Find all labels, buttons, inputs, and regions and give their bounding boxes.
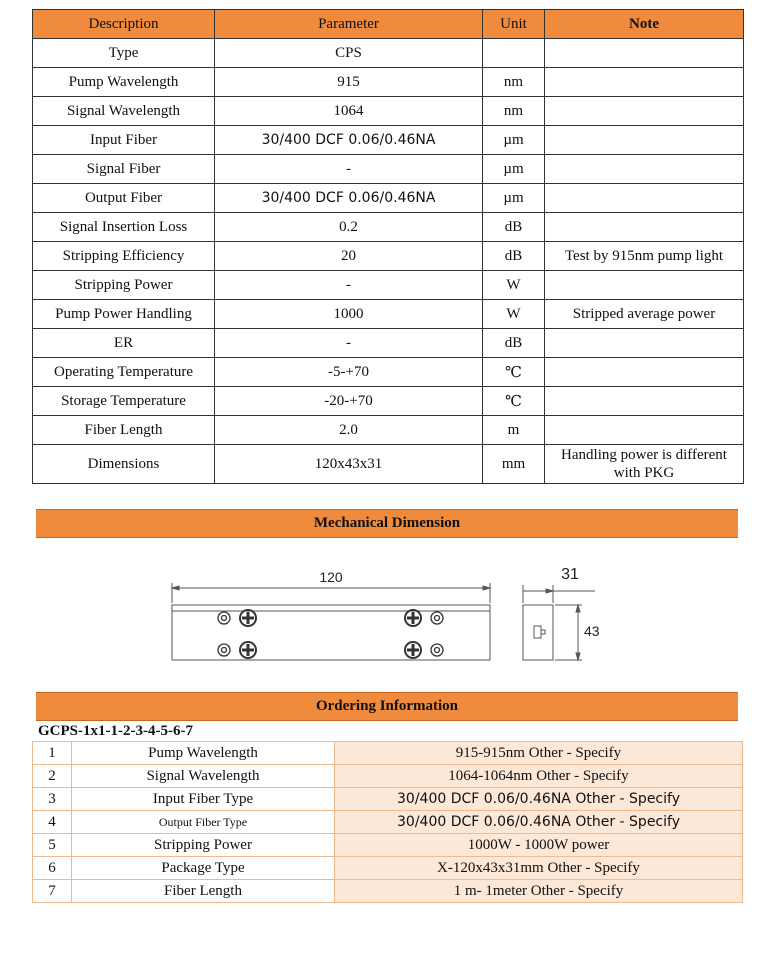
row-unit: ℃ [483,387,545,416]
row-desc: Stripping Efficiency [33,242,215,271]
table-row [33,329,744,358]
row-unit: m [483,416,545,445]
row-note [545,271,744,300]
row-desc: Fiber Length [33,416,215,445]
order-num: 4 [33,811,72,834]
row-note [545,155,744,184]
order-name: Fiber Length [72,880,335,903]
row-unit: nm [483,68,545,97]
row-unit [483,39,545,68]
row-desc: Signal Insertion Loss [33,213,215,242]
row-note [545,358,744,387]
row-param: - [215,155,483,184]
order-num: 6 [33,857,72,880]
order-options: 1 m- 1meter Other - Specify [335,880,743,903]
spec-table [32,9,744,484]
row-note [545,97,744,126]
order-name: Output Fiber Type [72,811,335,834]
row-unit: mm [483,445,545,484]
row-note [545,184,744,213]
ordering-information-title: Ordering Information [36,692,738,721]
ordering-code: GCPS-1x1-1-2-3-4-5-6-7 [38,723,193,739]
row-desc: Pump Power Handling [33,300,215,329]
table-row [33,155,744,184]
row-unit: ℃ [483,358,545,387]
row-desc: Input Fiber [33,126,215,155]
row-param: 1000 [215,300,483,329]
order-num: 1 [33,742,72,765]
table-row [33,445,744,484]
row-desc: Signal Fiber [33,155,215,184]
order-num: 7 [33,880,72,903]
order-num: 5 [33,834,72,857]
row-param: -5-+70 [215,358,483,387]
row-note: Stripped average power [545,300,744,329]
order-name: Package Type [72,857,335,880]
row-desc: Storage Temperature [33,387,215,416]
table-row [33,811,743,834]
table-row [33,880,743,903]
table-row [33,126,744,155]
row-desc: Pump Wavelength [33,68,215,97]
header-parameter: Parameter [215,10,483,39]
row-note [545,126,744,155]
order-num: 2 [33,765,72,788]
row-note [545,416,744,445]
order-options: 30/400 DCF 0.06/0.46NA Other - Specify [335,811,743,834]
row-param: 2.0 [215,416,483,445]
row-note: Handling power is different with PKG [545,445,744,484]
screw-icon [218,610,443,658]
row-note [545,68,744,97]
row-param: 915 [215,68,483,97]
height-label: 43 [584,623,600,639]
table-row [33,834,743,857]
row-unit: W [483,271,545,300]
order-name: Pump Wavelength [72,742,335,765]
order-options: 30/400 DCF 0.06/0.46NA Other - Specify [335,788,743,811]
row-desc: ER [33,329,215,358]
row-param: - [215,329,483,358]
table-row [33,213,744,242]
table-row [33,788,743,811]
row-param: 30/400 DCF 0.06/0.46NA [215,184,483,213]
row-unit: dB [483,329,545,358]
row-unit: nm [483,97,545,126]
row-desc: Signal Wavelength [33,97,215,126]
table-row [33,742,743,765]
length-label: 120 [319,569,343,585]
order-options: X-120x43x31mm Other - Specify [335,857,743,880]
row-desc: Dimensions [33,445,215,484]
ordering-table [32,741,743,903]
row-note [545,213,744,242]
order-num: 3 [33,788,72,811]
row-param: 1064 [215,97,483,126]
row-param: - [215,271,483,300]
row-note [545,329,744,358]
header-unit: Unit [483,10,545,39]
order-name: Signal Wavelength [72,765,335,788]
header-note: Note [545,10,744,39]
row-param: 120x43x31 [215,445,483,484]
row-param: CPS [215,39,483,68]
row-param: 30/400 DCF 0.06/0.46NA [215,126,483,155]
table-row [33,416,744,445]
width-label: 31 [561,566,579,583]
mechanical-dimension-title: Mechanical Dimension [36,509,738,538]
row-note [545,387,744,416]
order-options: 915-915nm Other - Specify [335,742,743,765]
row-unit: W [483,300,545,329]
row-note [545,39,744,68]
table-row [33,271,744,300]
row-unit: µm [483,126,545,155]
row-desc: Stripping Power [33,271,215,300]
table-row [33,68,744,97]
row-param: 20 [215,242,483,271]
table-row [33,857,743,880]
order-options: 1000W - 1000W power [335,834,743,857]
table-row [33,387,744,416]
order-options: 1064-1064nm Other - Specify [335,765,743,788]
table-row [33,184,744,213]
table-row [33,97,744,126]
order-name: Input Fiber Type [72,788,335,811]
row-param: 0.2 [215,213,483,242]
table-row [33,300,744,329]
header-description: Description [33,10,215,39]
row-desc: Output Fiber [33,184,215,213]
order-name: Stripping Power [72,834,335,857]
table-row [33,358,744,387]
table-row [33,39,744,68]
row-unit: µm [483,155,545,184]
row-desc: Operating Temperature [33,358,215,387]
mechanical-drawing [150,555,620,670]
row-param: -20-+70 [215,387,483,416]
row-desc: Type [33,39,215,68]
spec-header-row [33,10,744,39]
table-row [33,242,744,271]
table-row [33,765,743,788]
row-note: Test by 915nm pump light [545,242,744,271]
row-unit: dB [483,213,545,242]
row-unit: dB [483,242,545,271]
row-unit: µm [483,184,545,213]
